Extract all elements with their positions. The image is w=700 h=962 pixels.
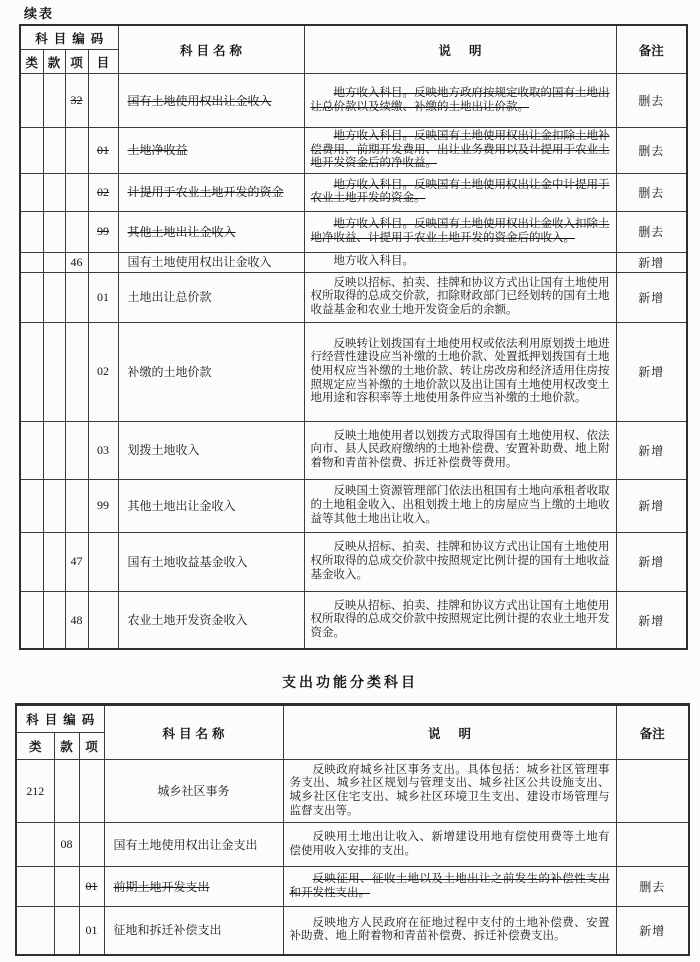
code-xiang-cell: [79, 823, 104, 867]
code-xiang-cell: [65, 322, 88, 421]
remark-cell: 删去: [616, 128, 687, 174]
code-lei-cell: [20, 211, 43, 252]
description-cell: 反映地方人民政府在征地过程中支付的土地补偿费、安置补助费、地上附着物和青苗补偿费、拆迁补偿费支出。: [283, 907, 616, 955]
code-kuan-cell: [43, 322, 65, 421]
subject-name-cell: 计提用于农业土地开发的资金: [118, 173, 304, 211]
code-xiang-cell: 46: [65, 252, 88, 272]
code-mu-cell: 99: [88, 211, 118, 252]
table-row: [20, 252, 687, 272]
remark-cell: 新增: [616, 591, 687, 649]
subject-name-cell: 前期土地开发支出: [104, 867, 283, 907]
subject-name-cell: 国有土地使用权出让金收入: [118, 74, 304, 128]
code-xiang-cell: [65, 479, 88, 532]
t2-code-group-header: 科目编码: [16, 705, 104, 733]
description-cell: 反映从招标、拍卖、挂牌和协议方式出让国有土地使用权所取得的总成交价款中按照规定比例计提的农业土地开发资金。: [304, 591, 616, 649]
code-xiang-cell: 32: [65, 74, 88, 128]
table-row: [20, 128, 687, 174]
subject-name-cell: 其他土地出让金收入: [118, 479, 304, 532]
remark-cell: [616, 760, 689, 823]
code-lei-cell: [20, 128, 43, 174]
code-xiang-cell: [65, 421, 88, 479]
code-xiang-cell: 01: [79, 907, 104, 955]
t1-col-kuan: 款: [43, 50, 65, 74]
code-kuan-cell: [43, 272, 65, 322]
table-row: [20, 532, 687, 591]
table-row: [20, 173, 687, 211]
code-kuan-cell: [43, 532, 65, 591]
code-kuan-cell: [54, 760, 79, 823]
table-row: [16, 823, 689, 867]
code-xiang-cell: [65, 128, 88, 174]
description-cell: 地方收入科目。反映国有土地使用权出让金收入扣除土地净收益、计提用于农业土地开发的资金后的收入。: [304, 211, 616, 252]
code-xiang-cell: [65, 272, 88, 322]
remark-cell: 删去: [616, 867, 689, 907]
subject-name-cell: 农业土地开发资金收入: [118, 591, 304, 649]
description-cell: 反映土地使用者以划拨方式取得国有土地使用权、依法向市、县人民政府缴纳的土地补偿费、安置补助费、地上附着物和青苗补偿费、拆迁补偿费等费用。: [304, 421, 616, 479]
code-mu-cell: [88, 591, 118, 649]
code-kuan-cell: [43, 128, 65, 174]
table-row: [20, 591, 687, 649]
expenditure-subjects-table: [15, 703, 690, 956]
code-kuan-cell: [43, 479, 65, 532]
table-row: [20, 421, 687, 479]
t1-col-xiang: 项: [65, 50, 88, 74]
code-kuan-cell: [43, 211, 65, 252]
code-mu-cell: [88, 74, 118, 128]
code-lei-cell: [20, 532, 43, 591]
code-lei-cell: [20, 74, 43, 128]
remark-cell: [616, 823, 689, 867]
code-lei-cell: [20, 272, 43, 322]
remark-cell: 新增: [616, 532, 687, 591]
subject-name-cell: 划拨土地收入: [118, 421, 304, 479]
code-kuan-cell: [43, 74, 65, 128]
code-lei-cell: [20, 479, 43, 532]
t2-col-xiang: 项: [79, 733, 104, 760]
t2-remark-header: 备注: [616, 705, 689, 760]
description-cell: 反映政府城乡社区事务支出。具体包括：城乡社区管理事务支出、城乡社区规划与管理支出、城乡社区公共设施支出、城乡社区住宅支出、城乡社区环境卫生支出、建设市场管理与监督支出等。: [283, 760, 616, 823]
code-xiang-cell: 48: [65, 591, 88, 649]
remark-cell: 新增: [616, 907, 689, 955]
remark-cell: 新增: [616, 479, 687, 532]
remark-cell: 新增: [616, 272, 687, 322]
subject-name-cell: 征地和拆迁补偿支出: [104, 907, 283, 955]
t2-col-lei: 类: [16, 733, 54, 760]
code-kuan-cell: [43, 591, 65, 649]
t2-name-header: 科目名称: [104, 705, 283, 760]
remark-cell: 新增: [616, 252, 687, 272]
code-xiang-cell: 01: [79, 867, 104, 907]
remark-cell: 新增: [616, 421, 687, 479]
code-xiang-cell: [65, 211, 88, 252]
t1-desc-header: 说明: [304, 25, 616, 74]
code-kuan-cell: [43, 252, 65, 272]
subject-name-cell: 城乡社区事务: [104, 760, 283, 823]
t1-col-mu: 目: [88, 50, 118, 74]
expenditure-table-title: 支出功能分类科目: [282, 676, 418, 691]
code-lei-cell: [20, 421, 43, 479]
t1-header: [20, 25, 687, 74]
subject-name-cell: 补缴的土地价款: [118, 322, 304, 421]
description-cell: 地方收入科目。反映国有土地使用权出让金中计提用于农业土地开发的资金。: [304, 173, 616, 211]
table-row: [20, 322, 687, 421]
code-mu-cell: [88, 252, 118, 272]
remark-cell: 删去: [616, 173, 687, 211]
code-kuan-cell: [43, 173, 65, 211]
table-row: [20, 479, 687, 532]
code-xiang-cell: 47: [65, 532, 88, 591]
description-cell: 地方收入科目。反映地方政府按规定收取的国有土地出让总价款以及续缴、补缴的土地出让价款。: [304, 74, 616, 128]
remark-cell: 删去: [616, 74, 687, 128]
subject-name-cell: 国有土地收益基金收入: [118, 532, 304, 591]
code-mu-cell: 99: [88, 479, 118, 532]
description-cell: 地方收入科目。: [304, 252, 616, 272]
table-row: [20, 272, 687, 322]
code-mu-cell: 01: [88, 128, 118, 174]
code-kuan-cell: [43, 421, 65, 479]
subject-name-cell: 其他土地出让金收入: [118, 211, 304, 252]
code-lei-cell: [20, 173, 43, 211]
continuation-label: 续表: [24, 6, 55, 21]
table-row: [16, 760, 689, 823]
code-mu-cell: 02: [88, 173, 118, 211]
description-cell: 反映用土地出让收入、新增建设用地有偿使用费等土地有偿使用收入安排的支出。: [283, 823, 616, 867]
subject-name-cell: 国有土地使用权出让金收入: [118, 252, 304, 272]
remark-cell: 删去: [616, 211, 687, 252]
code-kuan-cell: [54, 867, 79, 907]
description-cell: 地方收入科目。反映国有土地使用权出让金扣除土地补偿费用、前期开发费用、出让业务费用以及计提用于农业土地开发资金后的净收益。: [304, 128, 616, 174]
t2-header: [16, 705, 689, 760]
t1-name-header: 科目名称: [118, 25, 304, 74]
t1-col-lei: 类: [20, 50, 43, 74]
code-lei-cell: [20, 322, 43, 421]
code-mu-cell: 02: [88, 322, 118, 421]
table-row: [20, 74, 687, 128]
remark-cell: 新增: [616, 322, 687, 421]
table-row: [16, 907, 689, 955]
code-mu-cell: 01: [88, 272, 118, 322]
table-row: [16, 867, 689, 907]
t1-remark-header: 备注: [616, 25, 687, 74]
description-cell: 反映国土资源管理部门依法出租国有土地向承租者收取的土地租金收入、出租划拨土地上的房屋应当上缴的土地收益等其他土地出让收入。: [304, 479, 616, 532]
t1-code-group-header: 科目编码: [20, 25, 118, 50]
subject-name-cell: 国有土地使用权出让金支出: [104, 823, 283, 867]
code-mu-cell: 03: [88, 421, 118, 479]
description-cell: 反映转让划拨国有土地使用权或依法利用原划拨土地进行经营性建设应当补缴的土地价款、处置抵押划拨国有土地使用权应当补缴的土地价款、转让房改房和经济适用住房按照规定应当补缴的土地价款以及出让国有土地使用权改变土地用途和容积率等土地使用条件应当补缴的土地价款。: [304, 322, 616, 421]
code-lei-cell: 212: [16, 760, 54, 823]
revenue-subjects-table: [19, 24, 688, 650]
t2-desc-header: 说明: [283, 705, 616, 760]
code-xiang-cell: [79, 760, 104, 823]
table-row: [20, 211, 687, 252]
subject-name-cell: 土地净收益: [118, 128, 304, 174]
description-cell: 反映以招标、拍卖、挂牌和协议方式出让国有土地使用权所取得的总成交价款，扣除财政部门已经划转的国有土地收益基金和农业土地开发资金后的余额。: [304, 272, 616, 322]
code-lei-cell: [20, 591, 43, 649]
code-lei-cell: [16, 823, 54, 867]
description-cell: 反映从招标、拍卖、挂牌和协议方式出让国有土地使用权所取得的总成交价款中按照规定比例计提的国有土地收益基金收入。: [304, 532, 616, 591]
description-cell: 反映征用、征收土地以及土地出让之前发生的补偿性支出和开发性支出。: [283, 867, 616, 907]
subject-name-cell: 土地出让总价款: [118, 272, 304, 322]
code-kuan-cell: 08: [54, 823, 79, 867]
code-kuan-cell: [54, 907, 79, 955]
code-lei-cell: [20, 252, 43, 272]
t2-col-kuan: 款: [54, 733, 79, 760]
code-xiang-cell: [65, 173, 88, 211]
code-mu-cell: [88, 532, 118, 591]
code-lei-cell: [16, 907, 54, 955]
code-lei-cell: [16, 867, 54, 907]
